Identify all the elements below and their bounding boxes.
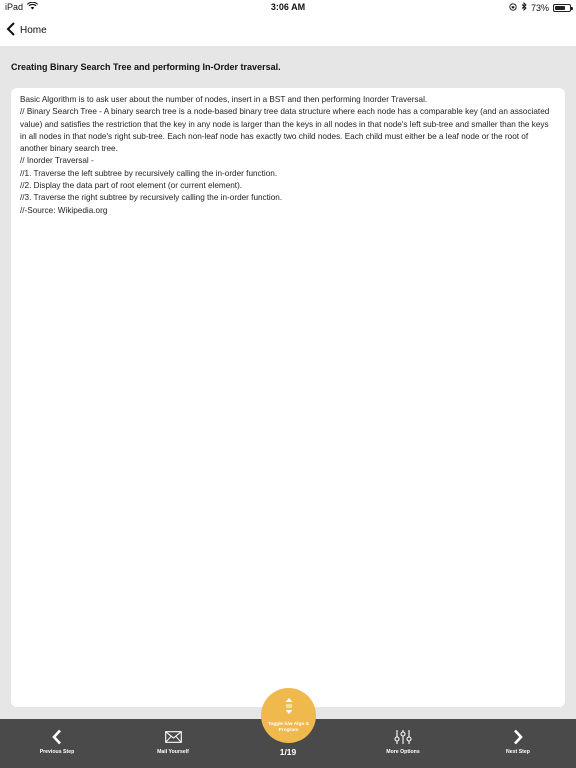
content-line: // Inorder Traversal - [20,156,94,166]
next-step-label: Next Step [506,749,530,755]
bluetooth-icon [521,2,527,13]
back-button[interactable] [6,18,47,42]
device-name: iPad [5,2,24,12]
previous-step-button[interactable] [32,719,82,768]
algorithm-text-card[interactable] [11,88,565,707]
previous-step-label: Previous Step [39,749,75,755]
back-label: Home [20,24,47,36]
nav-bar [0,14,576,46]
battery-percent: 73% [530,2,549,13]
content-line: //3. Traverse the right subtree by recursively calling the in-order function. [20,193,283,203]
content-line: Basic Algorithm is to ask user about the number of nodes, insert in a BST and then performing Inorder Traversal. [20,95,428,104]
battery-level [555,6,565,10]
content-line: //2. Display the data part of root element (or current element). [20,181,243,191]
toggle-label: Toggle b/w Algo & Program [267,722,310,733]
battery-icon [553,4,571,12]
page-title: Creating Binary Search Tree and performing In-Order traversal. [11,62,281,72]
orientation-lock-icon [509,3,517,13]
mail-yourself-button[interactable] [148,719,198,768]
step-counter: 1/19 [279,747,297,757]
toggle-algo-program-button[interactable] [261,688,316,743]
content-line: // Binary Search Tree - A binary search tree is a node-based binary tree data structure where each node has a comparable key (and an associated value) and satisfies the restriction that the key in any node is larger than the keys in all nodes in that node's left sub-tree and smaller than the keys in all nodes in that node's right sub-tree. Each non-leaf node has exactly two child nodes. Each child must either be a leaf node or the root of another binary search tree. [20,107,552,154]
mail-yourself-label: Mail Yourself [157,749,189,755]
content-line: //1. Traverse the left subtree by recursively calling the in-order function. [20,168,278,178]
chevron-left-icon [6,22,16,39]
status-time: 3:06 AM [270,2,306,12]
sliders-icon [394,728,412,746]
more-options-label: More Options [386,749,420,755]
next-step-button[interactable] [496,719,540,768]
toggle-arrows-icon [283,697,295,720]
status-bar [0,0,576,14]
mail-icon [165,728,182,746]
chevron-right-icon [513,728,523,746]
more-options-button[interactable] [376,719,430,768]
chevron-left-icon [52,728,62,746]
content-line: //-Source: Wikipedia.org [20,205,108,215]
status-right [509,2,571,13]
